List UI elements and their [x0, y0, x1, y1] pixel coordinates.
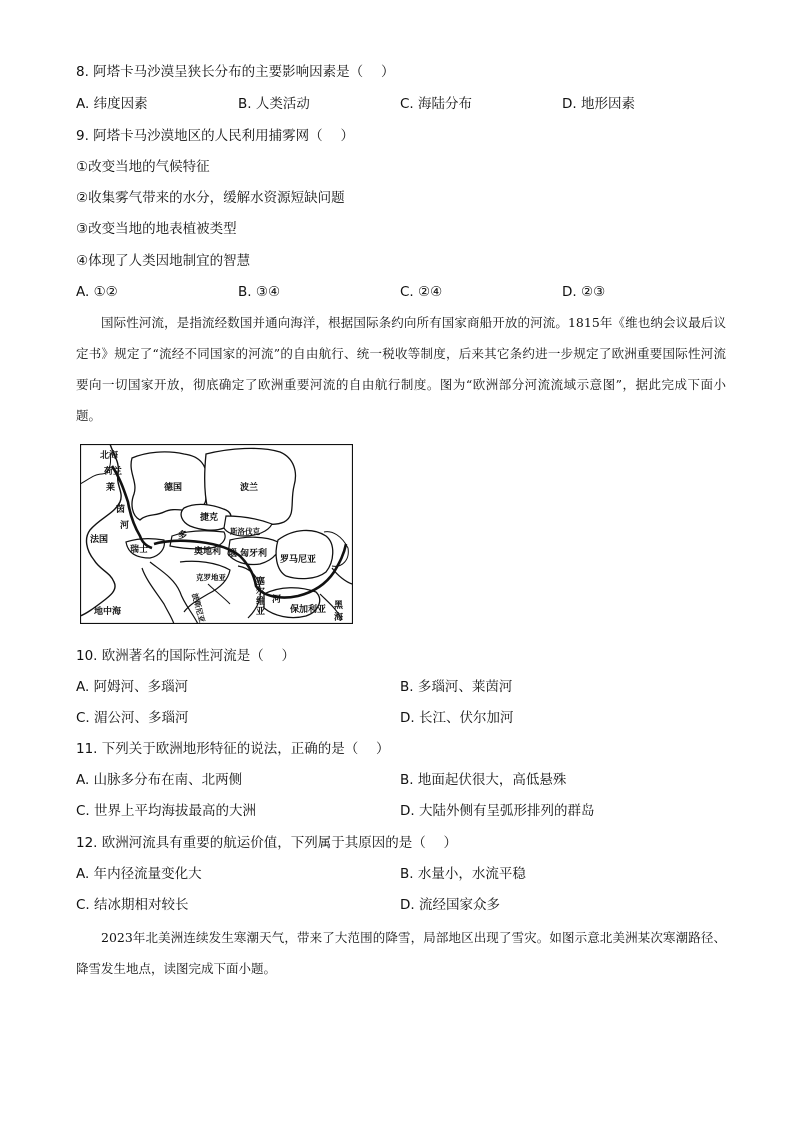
q9-item-3: ③改变当地的地表植被类型 — [76, 221, 237, 237]
q11-option-a: A. 山脉多分布在南、北两侧 — [76, 772, 243, 788]
q9-item-4: ④体现了人类因地制宜的智慧 — [76, 253, 251, 269]
europe-river-basin-map — [80, 444, 353, 624]
passage-north-america-cold-wave-text: 2023年北美洲连续发生寒潮天气，带来了大范围的降雪，局部地区出现了雪灾。如图示意北美洲某次寒潮路径、降雪发生地点，读图完成下面小题。 — [76, 930, 726, 976]
label-germany: 德国 — [164, 483, 183, 493]
label-danube-3: 河 — [272, 595, 282, 605]
q12-option-b: B. 水量小，水流平稳 — [400, 866, 526, 882]
label-austria: 奥地利 — [194, 547, 222, 557]
passage-north-america-cold-wave — [76, 922, 726, 984]
label-netherlands: 荷兰 — [104, 467, 123, 477]
q8-option-b: B. 人类活动 — [238, 96, 310, 112]
q8-stem: 8. 阿塔卡马沙漠呈狭长分布的主要影响因素是（ ） — [76, 64, 395, 80]
label-serbia-4: 亚 — [256, 607, 266, 617]
q11-stem: 11. 下列关于欧洲地形特征的说法，正确的是（ ） — [76, 741, 390, 757]
label-rhine-3: 河 — [120, 521, 130, 531]
label-serbia-2: 尔 — [256, 587, 266, 597]
q12-option-c: C. 结冰期相对较长 — [76, 897, 189, 913]
label-black-sea-1: 黑 — [334, 601, 344, 611]
q12-option-a: A. 年内径流量变化大 — [76, 866, 202, 882]
q10-stem: 10. 欧洲著名的国际性河流是（ ） — [76, 648, 296, 664]
label-black-sea-2: 海 — [334, 613, 344, 623]
q9-item-1: ①改变当地的气候特征 — [76, 159, 210, 175]
passage-international-rivers — [76, 307, 726, 431]
label-rhine-1: 莱 — [106, 483, 116, 493]
label-mediterranean: 地中海 — [94, 607, 122, 617]
label-serbia-1: 塞 — [256, 577, 266, 587]
label-north-sea: 北海 — [100, 451, 119, 461]
q10-option-a: A. 阿姆河、多瑙河 — [76, 679, 189, 695]
label-slovakia: 斯洛伐克 — [230, 527, 260, 536]
label-serbia-3: 维 — [256, 597, 266, 607]
label-hungary: 匈牙利 — [240, 549, 268, 559]
label-poland: 波兰 — [240, 483, 259, 493]
label-switzerland: 瑞士 — [130, 545, 149, 555]
label-bulgaria: 保加利亚 — [290, 605, 327, 615]
label-romania: 罗马尼亚 — [280, 555, 317, 565]
label-danube-1: 多 — [178, 531, 188, 541]
q9-option-b: B. ③④ — [238, 284, 281, 300]
q8-option-c: C. 海陆分布 — [400, 96, 473, 112]
q11-option-c: C. 世界上平均海拔最高的大洲 — [76, 803, 257, 819]
q10-option-b: B. 多瑙河、莱茵河 — [400, 679, 513, 695]
q10-option-c: C. 湄公河、多瑙河 — [76, 710, 189, 726]
label-france: 法国 — [90, 535, 109, 545]
label-czech: 捷克 — [200, 513, 219, 523]
q12-option-d: D. 流经国家众多 — [400, 897, 500, 913]
q8-option-a: A. 纬度因素 — [76, 96, 148, 112]
q9-item-2: ②收集雾气带来的水分，缓解水资源短缺问题 — [76, 190, 345, 206]
label-danube-2: 瑙 — [228, 549, 238, 559]
q10-option-d: D. 长江、伏尔加河 — [400, 710, 514, 726]
q11-option-d: D. 大陆外侧有呈弧形排列的群岛 — [400, 803, 595, 819]
passage-international-rivers-text: 国际性河流，是指流经数国并通向海洋，根据国际条约向所有国家商船开放的河流。1815年《维也纳会议最后议定书》规定了“流经不同国家的河流”的自由航行、统一税收等制度，后来其它条约进一步规定了欧洲重要国际性河流要向一切国家开放，彻底确定了欧洲重要河流的自由航行制度。图为“欧洲部分河流流域示意图”，据此完成下面小题。 — [76, 315, 726, 423]
q9-option-a: A. ①② — [76, 284, 118, 300]
label-croatia: 克罗地亚 — [196, 573, 226, 582]
label-bosnia: 波斯尼亚 — [190, 592, 207, 624]
q8-option-d: D. 地形因素 — [562, 96, 635, 112]
q9-option-c: C. ②④ — [400, 284, 443, 300]
q9-stem: 9. 阿塔卡马沙漠地区的人民利用捕雾网（ ） — [76, 128, 354, 144]
q9-option-d: D. ②③ — [562, 284, 606, 300]
label-rhine-2: 茵 — [116, 505, 126, 515]
q12-stem: 12. 欧洲河流具有重要的航运价值，下列属于其原因的是（ ） — [76, 835, 458, 851]
q11-option-b: B. 地面起伏很大，高低悬殊 — [400, 772, 567, 788]
